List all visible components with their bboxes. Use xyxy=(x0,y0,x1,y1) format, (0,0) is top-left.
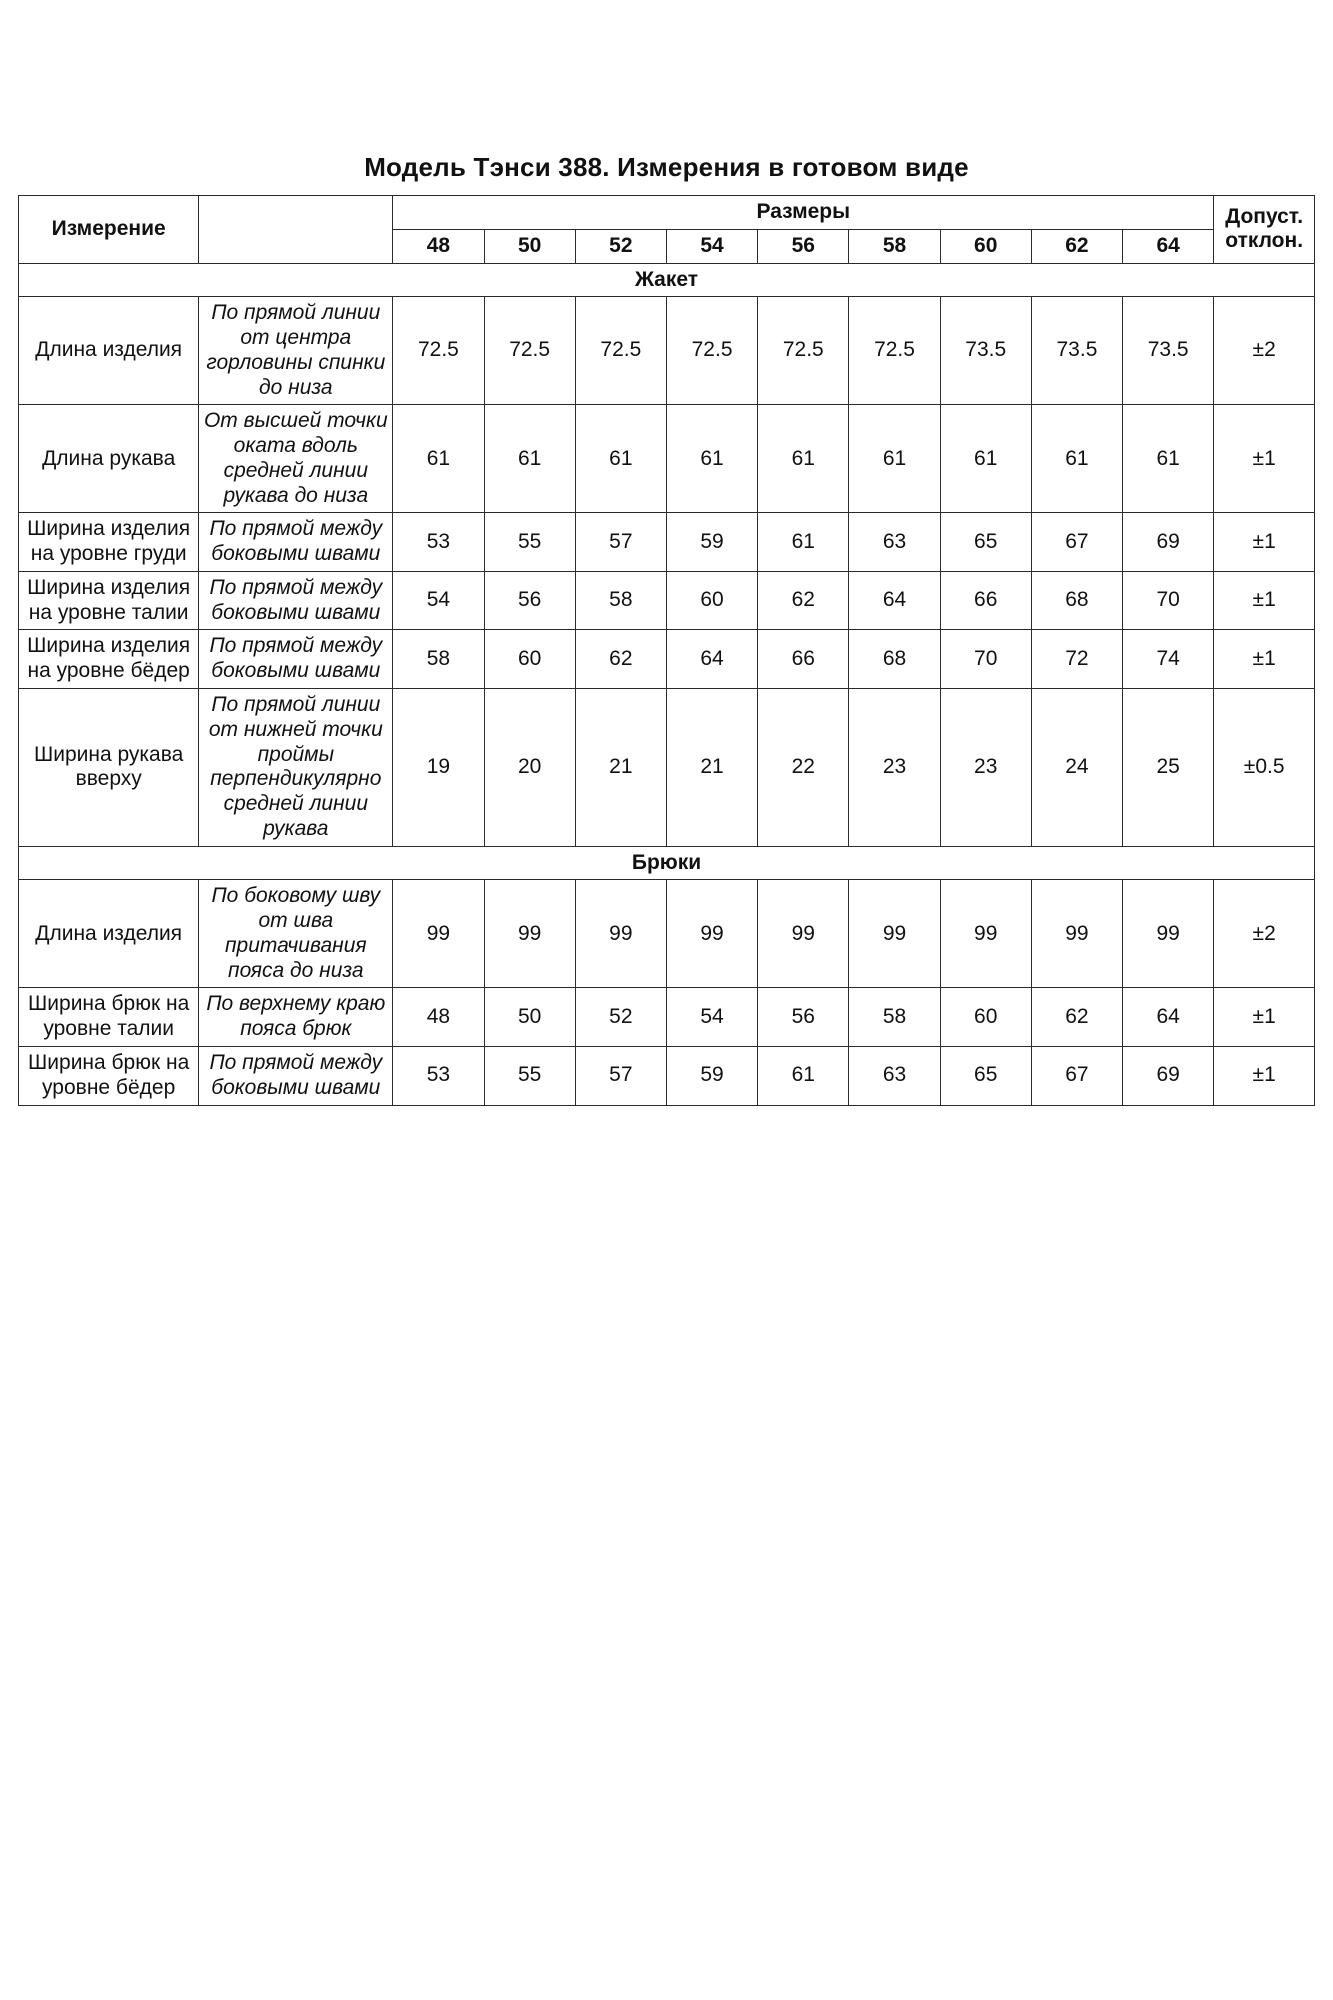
cell-value: 58 xyxy=(849,988,940,1047)
cell-value: 60 xyxy=(940,988,1031,1047)
cell-value: 66 xyxy=(940,571,1031,630)
cell-value: 19 xyxy=(393,689,484,847)
row-description: По прямой линии от нижней точки проймы перпендикулярно средней линии рукава xyxy=(199,689,393,847)
header-size-54: 54 xyxy=(666,229,757,263)
row-description: По прямой между боковыми швами xyxy=(199,571,393,630)
cell-value: 64 xyxy=(1123,988,1214,1047)
cell-value: 67 xyxy=(1031,1046,1122,1105)
cell-value: 63 xyxy=(849,513,940,572)
cell-tolerance: ±1 xyxy=(1214,513,1315,572)
cell-tolerance: ±1 xyxy=(1214,405,1315,513)
header-tolerance: Допуст. отклон. xyxy=(1214,196,1315,264)
table-row xyxy=(19,689,1315,847)
cell-value: 61 xyxy=(575,405,666,513)
cell-value: 73.5 xyxy=(940,297,1031,405)
cell-value: 99 xyxy=(1031,880,1122,988)
row-description: По прямой между боковыми швами xyxy=(199,630,393,689)
measurements-table-container xyxy=(0,195,1333,1106)
cell-value: 61 xyxy=(1031,405,1122,513)
cell-value: 23 xyxy=(940,689,1031,847)
cell-value: 68 xyxy=(849,630,940,689)
row-name: Длина изделия xyxy=(19,880,199,988)
header-size-56: 56 xyxy=(758,229,849,263)
cell-value: 61 xyxy=(393,405,484,513)
cell-value: 60 xyxy=(666,571,757,630)
row-name: Ширина брюк на уровне талии xyxy=(19,988,199,1047)
cell-value: 62 xyxy=(575,630,666,689)
cell-tolerance: ±2 xyxy=(1214,297,1315,405)
row-name: Ширина изделия на уровне бёдер xyxy=(19,630,199,689)
table-row xyxy=(19,1046,1315,1105)
cell-value: 68 xyxy=(1031,571,1122,630)
cell-value: 64 xyxy=(666,630,757,689)
cell-value: 58 xyxy=(575,571,666,630)
cell-value: 72.5 xyxy=(484,297,575,405)
page-title: Модель Тэнси 388. Измерения в готовом виде xyxy=(364,152,969,182)
cell-value: 62 xyxy=(1031,988,1122,1047)
cell-value: 61 xyxy=(484,405,575,513)
cell-value: 65 xyxy=(940,1046,1031,1105)
cell-value: 99 xyxy=(1123,880,1214,988)
cell-value: 50 xyxy=(484,988,575,1047)
cell-value: 57 xyxy=(575,1046,666,1105)
table-row xyxy=(19,630,1315,689)
cell-value: 72.5 xyxy=(849,297,940,405)
cell-value: 72.5 xyxy=(758,297,849,405)
cell-value: 55 xyxy=(484,1046,575,1105)
cell-value: 99 xyxy=(849,880,940,988)
table-row xyxy=(19,988,1315,1047)
header-row-top xyxy=(19,196,1315,230)
row-description: По прямой между боковыми швами xyxy=(199,513,393,572)
cell-value: 70 xyxy=(940,630,1031,689)
cell-value: 72 xyxy=(1031,630,1122,689)
cell-tolerance: ±1 xyxy=(1214,1046,1315,1105)
table-row xyxy=(19,405,1315,513)
section-row xyxy=(19,846,1315,880)
header-size-48: 48 xyxy=(393,229,484,263)
row-name: Ширина рукава вверху xyxy=(19,689,199,847)
cell-value: 73.5 xyxy=(1031,297,1122,405)
cell-value: 21 xyxy=(666,689,757,847)
header-size-50: 50 xyxy=(484,229,575,263)
cell-value: 72.5 xyxy=(575,297,666,405)
row-name: Длина изделия xyxy=(19,297,199,405)
table-head xyxy=(19,196,1315,264)
row-name: Ширина изделия на уровне талии xyxy=(19,571,199,630)
cell-value: 61 xyxy=(940,405,1031,513)
header-measurement: Измерение xyxy=(19,196,199,264)
cell-tolerance: ±0.5 xyxy=(1214,689,1315,847)
cell-value: 25 xyxy=(1123,689,1214,847)
header-size-64: 64 xyxy=(1123,229,1214,263)
cell-value: 48 xyxy=(393,988,484,1047)
row-description: По боковому шву от шва притачивания пояса до низа xyxy=(199,880,393,988)
cell-value: 73.5 xyxy=(1123,297,1214,405)
cell-value: 23 xyxy=(849,689,940,847)
header-size-52: 52 xyxy=(575,229,666,263)
header-sizes-group: Размеры xyxy=(393,196,1214,230)
cell-value: 62 xyxy=(758,571,849,630)
table-row xyxy=(19,297,1315,405)
cell-value: 69 xyxy=(1123,513,1214,572)
cell-value: 61 xyxy=(666,405,757,513)
cell-tolerance: ±1 xyxy=(1214,630,1315,689)
cell-value: 70 xyxy=(1123,571,1214,630)
cell-value: 61 xyxy=(1123,405,1214,513)
cell-tolerance: ±1 xyxy=(1214,988,1315,1047)
cell-value: 56 xyxy=(484,571,575,630)
row-description: По прямой между боковыми швами xyxy=(199,1046,393,1105)
cell-value: 53 xyxy=(393,513,484,572)
row-description: По верхнему краю пояса брюк xyxy=(199,988,393,1047)
row-description: По прямой линии от центра горловины спинки до низа xyxy=(199,297,393,405)
row-name: Длина рукава xyxy=(19,405,199,513)
cell-value: 57 xyxy=(575,513,666,572)
cell-value: 64 xyxy=(849,571,940,630)
table-body xyxy=(19,263,1315,1105)
cell-tolerance: ±1 xyxy=(1214,571,1315,630)
row-name: Ширина изделия на уровне груди xyxy=(19,513,199,572)
cell-value: 56 xyxy=(758,988,849,1047)
cell-value: 54 xyxy=(393,571,484,630)
header-size-62: 62 xyxy=(1031,229,1122,263)
header-description xyxy=(199,196,393,264)
cell-value: 67 xyxy=(1031,513,1122,572)
cell-value: 59 xyxy=(666,1046,757,1105)
cell-value: 20 xyxy=(484,689,575,847)
cell-value: 22 xyxy=(758,689,849,847)
cell-value: 54 xyxy=(666,988,757,1047)
cell-value: 63 xyxy=(849,1046,940,1105)
cell-value: 60 xyxy=(484,630,575,689)
table-row xyxy=(19,880,1315,988)
cell-value: 61 xyxy=(758,513,849,572)
cell-value: 99 xyxy=(758,880,849,988)
cell-tolerance: ±2 xyxy=(1214,880,1315,988)
table-row xyxy=(19,513,1315,572)
cell-value: 99 xyxy=(484,880,575,988)
cell-value: 72.5 xyxy=(666,297,757,405)
cell-value: 61 xyxy=(758,1046,849,1105)
cell-value: 72.5 xyxy=(393,297,484,405)
table-row xyxy=(19,571,1315,630)
row-name: Ширина брюк на уровне бёдер xyxy=(19,1046,199,1105)
cell-value: 53 xyxy=(393,1046,484,1105)
cell-value: 99 xyxy=(393,880,484,988)
cell-value: 99 xyxy=(575,880,666,988)
section-row xyxy=(19,263,1315,297)
cell-value: 61 xyxy=(758,405,849,513)
cell-value: 58 xyxy=(393,630,484,689)
cell-value: 59 xyxy=(666,513,757,572)
cell-value: 55 xyxy=(484,513,575,572)
cell-value: 74 xyxy=(1123,630,1214,689)
cell-value: 65 xyxy=(940,513,1031,572)
section-title-trousers: Брюки xyxy=(19,846,1315,880)
cell-value: 66 xyxy=(758,630,849,689)
measurements-table xyxy=(18,195,1315,1106)
cell-value: 52 xyxy=(575,988,666,1047)
section-title-jacket: Жакет xyxy=(19,263,1315,297)
cell-value: 69 xyxy=(1123,1046,1214,1105)
cell-value: 99 xyxy=(940,880,1031,988)
header-size-58: 58 xyxy=(849,229,940,263)
cell-value: 61 xyxy=(849,405,940,513)
cell-value: 99 xyxy=(666,880,757,988)
cell-value: 21 xyxy=(575,689,666,847)
header-size-60: 60 xyxy=(940,229,1031,263)
cell-value: 24 xyxy=(1031,689,1122,847)
row-description: От высшей точки оката вдоль средней линии рукава до низа xyxy=(199,405,393,513)
